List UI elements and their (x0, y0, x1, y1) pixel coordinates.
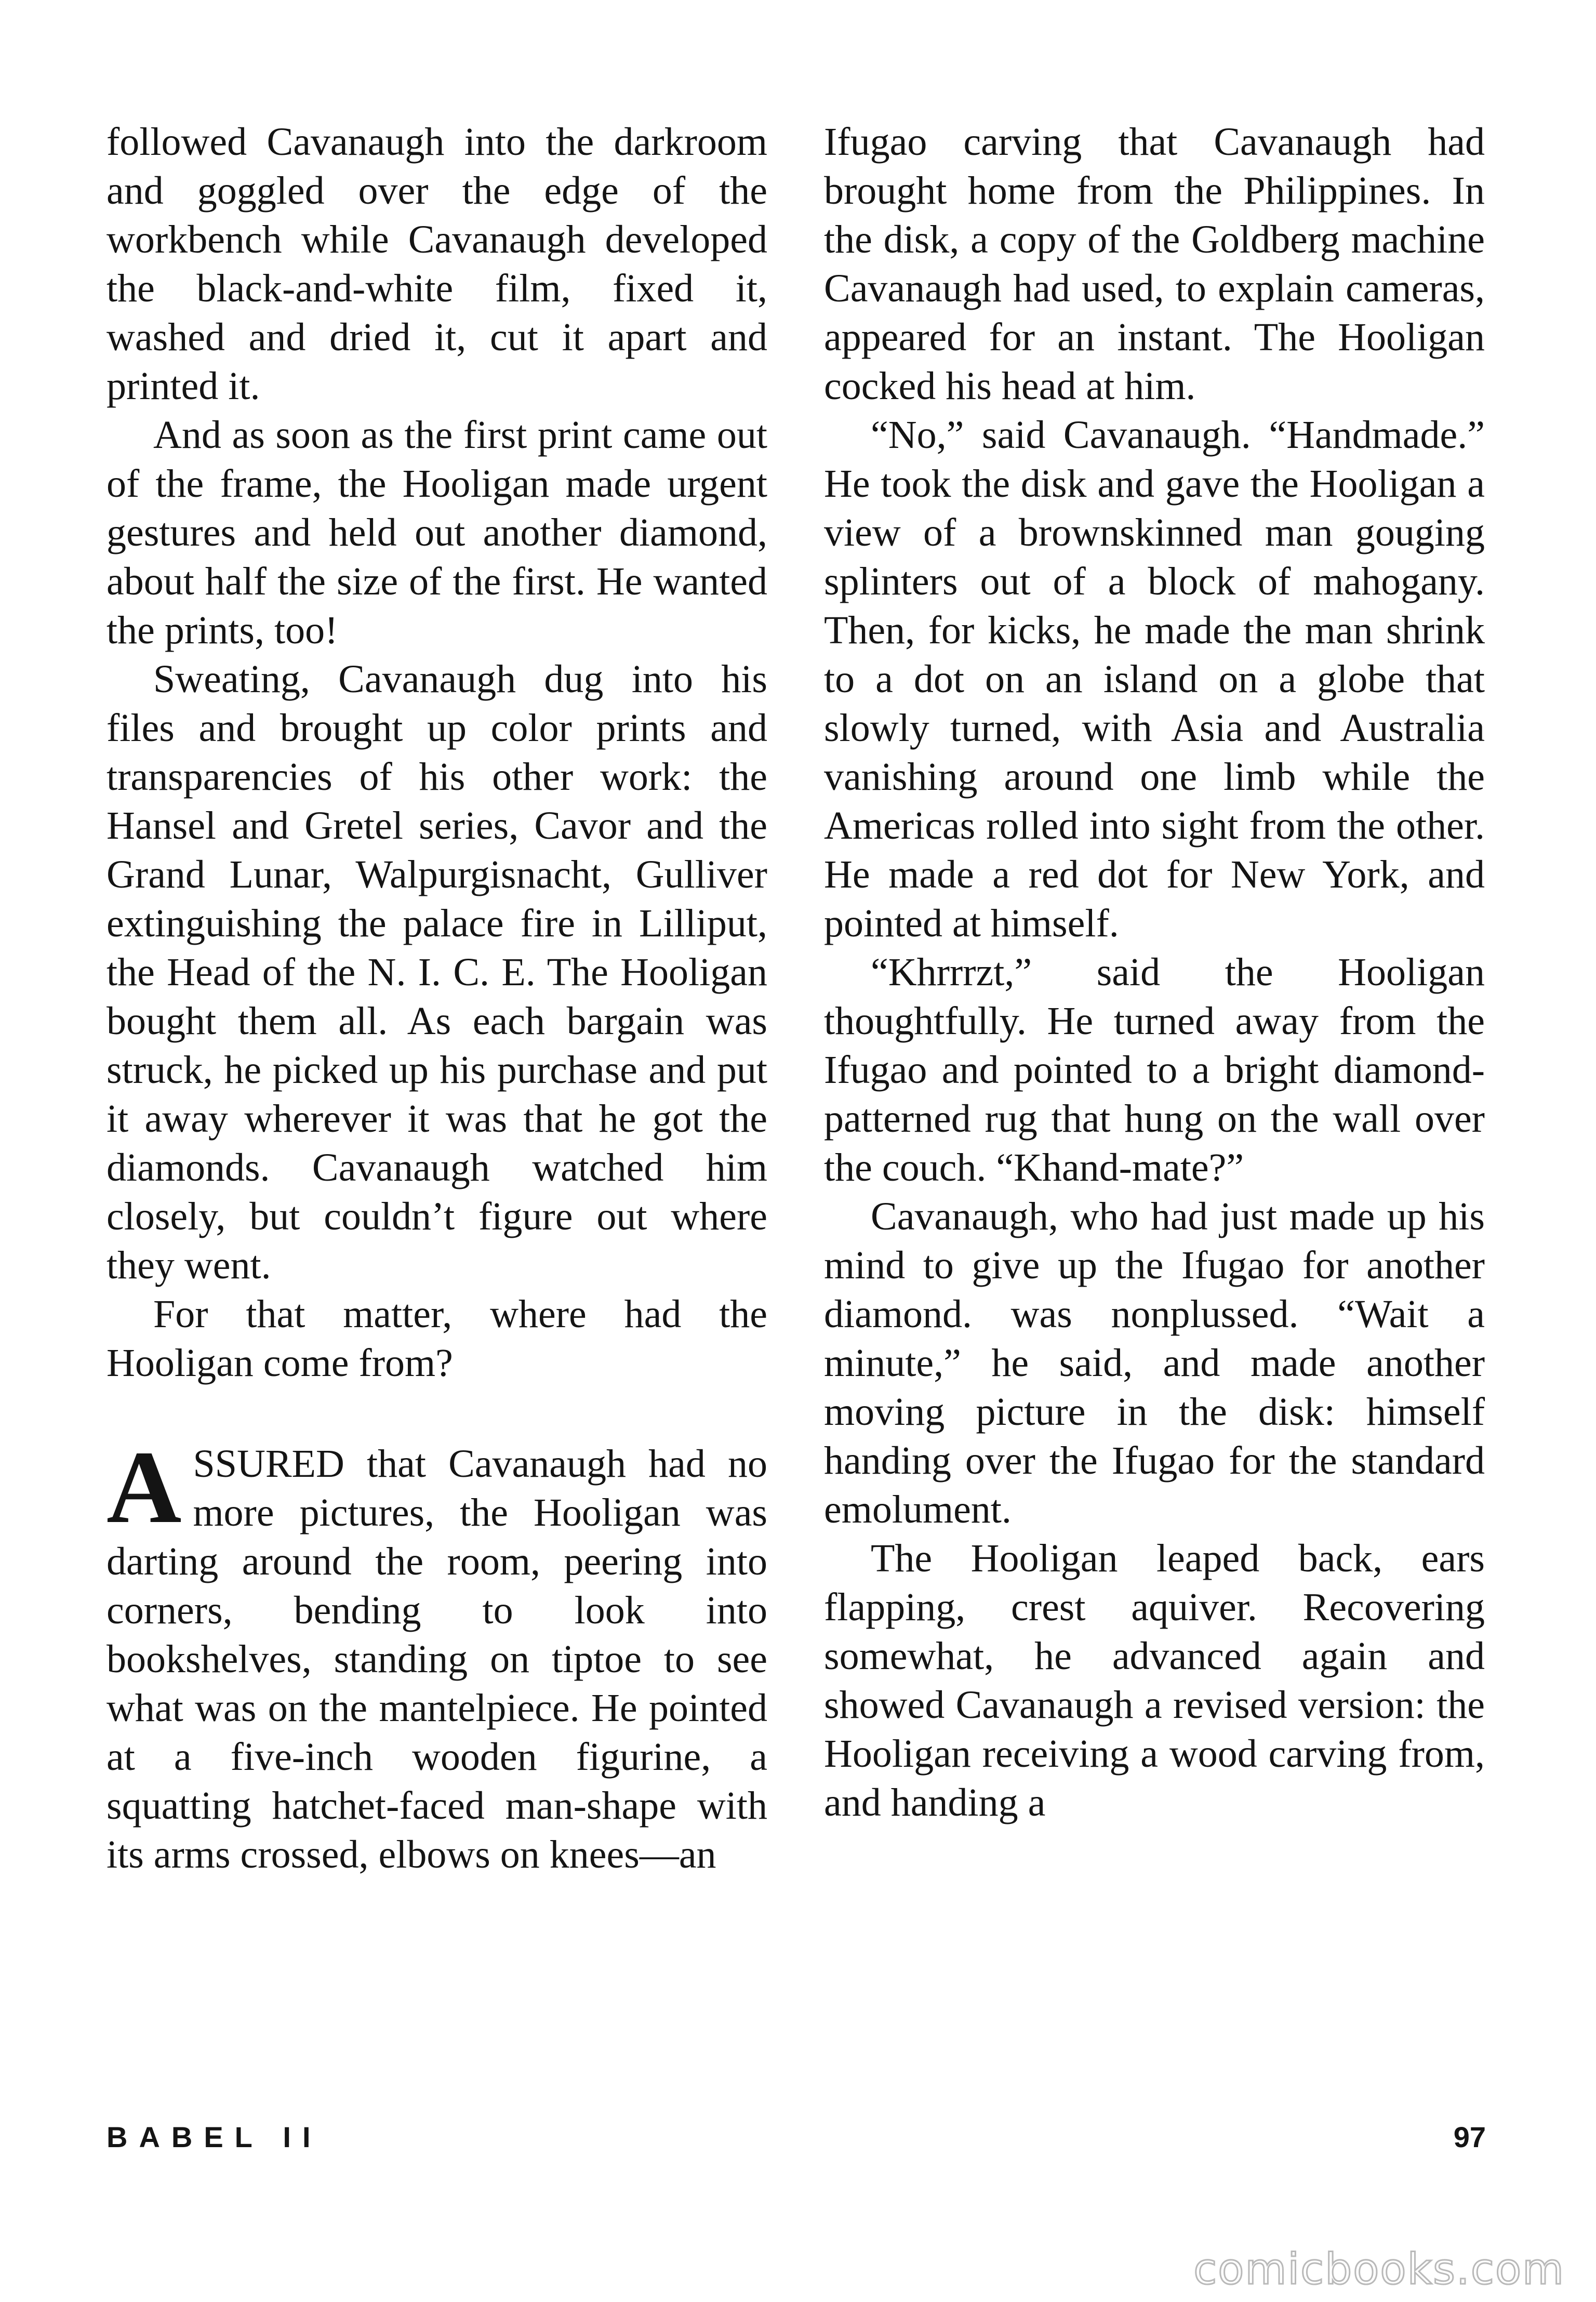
watermark: comicbooks.com (1193, 2245, 1565, 2294)
section-opening-paragraph (107, 1430, 767, 1879)
page-footer (107, 2120, 1486, 2162)
section-break (107, 1387, 767, 1439)
paragraph: “Khrrrzt,” said the Hooligan thoughtfully. He turned away from the Ifugao and pointed to a bright diamond-patterned rug that hung on the wall over the couch. “Khand-mate?” (824, 950, 1485, 1189)
right-column (824, 117, 1485, 1827)
drop-cap: A (107, 1430, 182, 1545)
paragraph: And as soon as the first print came out of the frame, the Hooligan made urgent gestures and held out another diamond, about half the size of the first. He wanted the prints, too! (107, 413, 767, 652)
paragraph: Cavanaugh, who had just made up his mind to give up the Ifugao for another diamond. was nonplussed. “Wait a minute,” he said, and made another moving picture in the disk: himself handing over the Ifugao for the standard emolument. (824, 1195, 1485, 1531)
paragraph: Ifugao carving that Cavanaugh had brought home from the Philippines. In the disk, a copy of the Goldberg machine Cavanaugh had used, to explain cameras, appeared for an instant. The Hooligan cocked his head at him. (824, 120, 1485, 408)
left-column (107, 117, 767, 1879)
paragraph: “No,” said Cavanaugh. “Handmade.” He took the disk and gave the Hooligan a view of a brownskinned man gouging splinters out of a block of mahogany. Then, for kicks, he made the man shrink to a dot on an island on a globe that slowly turned, with Asia and Australia vanishing around one limb while the Americas rolled into sight from the other. He made a red dot for New York, and pointed at himself. (824, 413, 1485, 945)
paragraph-text: SSURED that Cavanaugh had no more pictures, the Hooligan was darting around the room, peering into corners, bending to look into bookshelves, standing on tiptoe to see what was on the mantelpiece. He pointed at a five-inch wooden figurine, a squatting hatchet-faced man-shape with its arms crossed, elbows on knees—an (107, 1442, 767, 1876)
paragraph: Sweating, Cavanaugh dug into his files and brought up color prints and transparencies of his other work: the Hansel and Gretel series, Cavor and the Grand Lunar, Walpurgisnacht, Gulliver extinguishing the palace fire in Lilliput, the Head of the N. I. C. E. The Hooligan bought them all. As each bargain was struck, he picked up his purchase and put it away wherever it was that he got the diamonds. Cavanaugh watched him closely, but couldn’t figure out where they went. (107, 657, 767, 1287)
page-number: 97 (1453, 2121, 1486, 2153)
running-head: BABEL II (107, 2121, 322, 2153)
paragraph: For that matter, where had the Hooligan come from? (107, 1292, 767, 1385)
paragraph: The Hooligan leaped back, ears flapping, crest aquiver. Recovering somewhat, he advanced again and showed Cavanaugh a revised version: the Hooligan receiving a wood carving from, and handing a (824, 1537, 1485, 1824)
paragraph: followed Cavanaugh into the darkroom and goggled over the edge of the workbench while Cavanaugh developed the black-and-white film, fixed it, washed and dried it, cut it apart and printed it. (107, 120, 767, 408)
